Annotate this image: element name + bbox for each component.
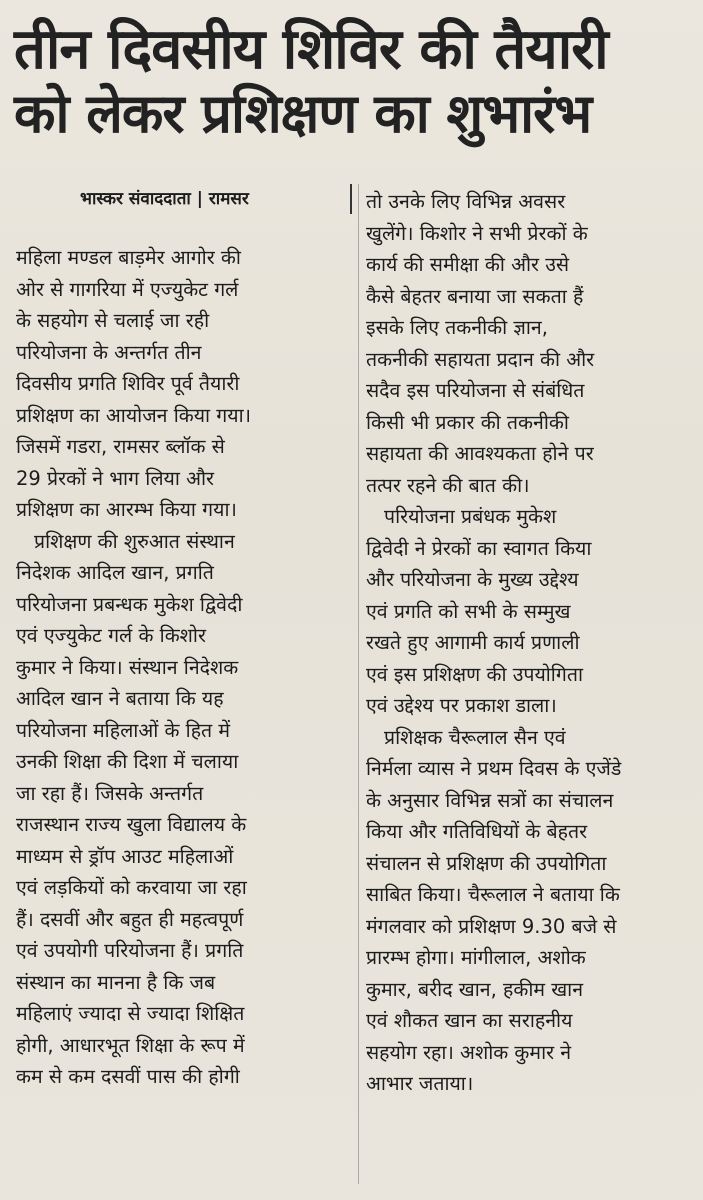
text-line: निर्मला व्यास ने प्रथम दिवस के एजेंडे [366, 757, 622, 780]
text-line: महिलाएं ज्यादा से ज्यादा शिक्षित [16, 1002, 245, 1025]
text-line: कैसे बेहतर बनाया जा सकता हैं [366, 284, 584, 308]
text-line: प्रशिक्षण की शुरुआत संस्थान [34, 529, 235, 553]
headline-line-2: को लेकर प्रशिक्षण का शुभारंभ [14, 82, 592, 145]
text-line: तो उनके लिए विभिन्न अवसर [366, 190, 566, 213]
text-line: रखते हुए आगामी कार्य प्रणाली [366, 631, 580, 654]
article-column-left [16, 242, 356, 1093]
byline: भास्कर संवाददाता | रामसर [80, 184, 352, 214]
text-line: जा रहा हैं। जिसके अन्तर्गत [16, 781, 204, 805]
text-line: परियोजना प्रबन्धक मुकेश द्विवेदी [16, 592, 243, 616]
text-line: ओर से गागरिया में एज्युकेट गर्ल [16, 277, 239, 301]
text-line: महिला मण्डल बाड़मेर आगोर की [16, 246, 241, 269]
text-line: खुलेंगे। किशोर ने सभी प्रेरकों के [366, 221, 588, 245]
text-line: कुमार, बरीद खान, हकीम खान [366, 977, 584, 1001]
text-line: मंगलवार को प्रशिक्षण 9.30 बजे से [366, 914, 617, 938]
text-line: 29 प्रेरकों ने भाग लिया और [16, 466, 215, 490]
text-line: सहायता की आवश्यकता होने पर [366, 442, 594, 465]
text-line: तत्पर रहने की बात की। [366, 473, 530, 497]
text-line: एवं उपयोगी परियोजना हैं। प्रगति [16, 939, 244, 962]
headline [14, 18, 694, 146]
text-line: एवं उद्देश्य पर प्रकाश डाला। [366, 694, 557, 717]
text-line: एवं लड़कियों को करवाया जा रहा [16, 876, 247, 899]
text-line: संचालन से प्रशिक्षण की उपयोगिता [366, 851, 607, 875]
text-line: कम से कम दसवीं पास की होगी [16, 1065, 240, 1088]
text-line: किया और गतिविधियों के बेहतर [366, 820, 588, 843]
text-line: एवं इस प्रशिक्षण की उपयोगिता [366, 662, 584, 686]
text-line: दिवसीय प्रगति शिविर पूर्व तैयारी [16, 372, 240, 395]
text-line: इसके लिए तकनीकी ज्ञान, [366, 316, 548, 339]
text-line: प्रशिक्षण का आरम्भ किया गया। [16, 498, 237, 521]
text-line: किसी भी प्रकार की तकनीकी [366, 410, 569, 434]
text-line: कार्य की समीक्षा की और उसे [366, 253, 570, 276]
text-line: एवं शौकत खान का सराहनीय [366, 1009, 573, 1032]
text-line: और परियोजना के मुख्य उद्देश्य [366, 568, 579, 591]
text-line: सदैव इस परियोजना से संबंधित [366, 379, 585, 402]
text-line: द्विवेदी ने प्रेरकों का स्वागत किया [366, 536, 592, 560]
text-line: माध्यम से ड्रॉप आउट महिलाओं [16, 844, 234, 868]
text-line: साबित किया। चैरूलाल ने बताया कि [366, 883, 620, 906]
text-line: के अनुसार विभिन्न सत्रों का संचालन [366, 788, 614, 812]
article-column-right [366, 186, 696, 1100]
headline-line-1: तीन दिवसीय शिविर की तैयारी [14, 17, 608, 82]
text-line: हैं। दसवीं और बहुत ही महत्वपूर्ण [16, 907, 244, 931]
text-line: प्रशिक्षक चैरूलाल सैन एवं [384, 725, 566, 749]
text-line: जिसमें गडरा, रामसर ब्लॉक से [16, 435, 225, 458]
text-line: संस्थान का मानना है कि जब [16, 970, 216, 994]
column-divider [358, 184, 359, 1184]
text-line: परियोजना के अन्तर्गत तीन [16, 340, 202, 364]
text-line: होगी, आधारभूत शिक्षा के रूप में [16, 1033, 245, 1057]
text-line: प्रशिक्षण का आयोजन किया गया। [16, 403, 252, 427]
text-line: प्रारम्भ होगा। मांगीलाल, अशोक [366, 946, 586, 969]
text-line: एवं एज्युकेट गर्ल के किशोर [16, 624, 206, 647]
text-line: एवं प्रगति को सभी के सम्मुख [366, 599, 571, 623]
text-line: आभार जताया। [366, 1072, 474, 1095]
text-line: परियोजना प्रबंधक मुकेश [384, 505, 557, 528]
text-line: सहयोग रहा। अशोक कुमार ने [366, 1040, 572, 1064]
text-line: निदेशक आदिल खान, प्रगति [16, 561, 214, 584]
text-line: उनकी शिक्षा की दिशा में चलाया [16, 750, 239, 773]
text-line: के सहयोग से चलाई जा रही [16, 309, 210, 332]
text-line: कुमार ने किया। संस्थान निदेशक [16, 655, 239, 679]
text-line: परियोजना महिलाओं के हित में [16, 718, 231, 742]
text-line: राजस्थान राज्य खुला विद्यालय के [16, 813, 247, 836]
text-line: तकनीकी सहायता प्रदान की और [366, 347, 595, 371]
text-line: आदिल खान ने बताया कि यह [16, 687, 224, 710]
